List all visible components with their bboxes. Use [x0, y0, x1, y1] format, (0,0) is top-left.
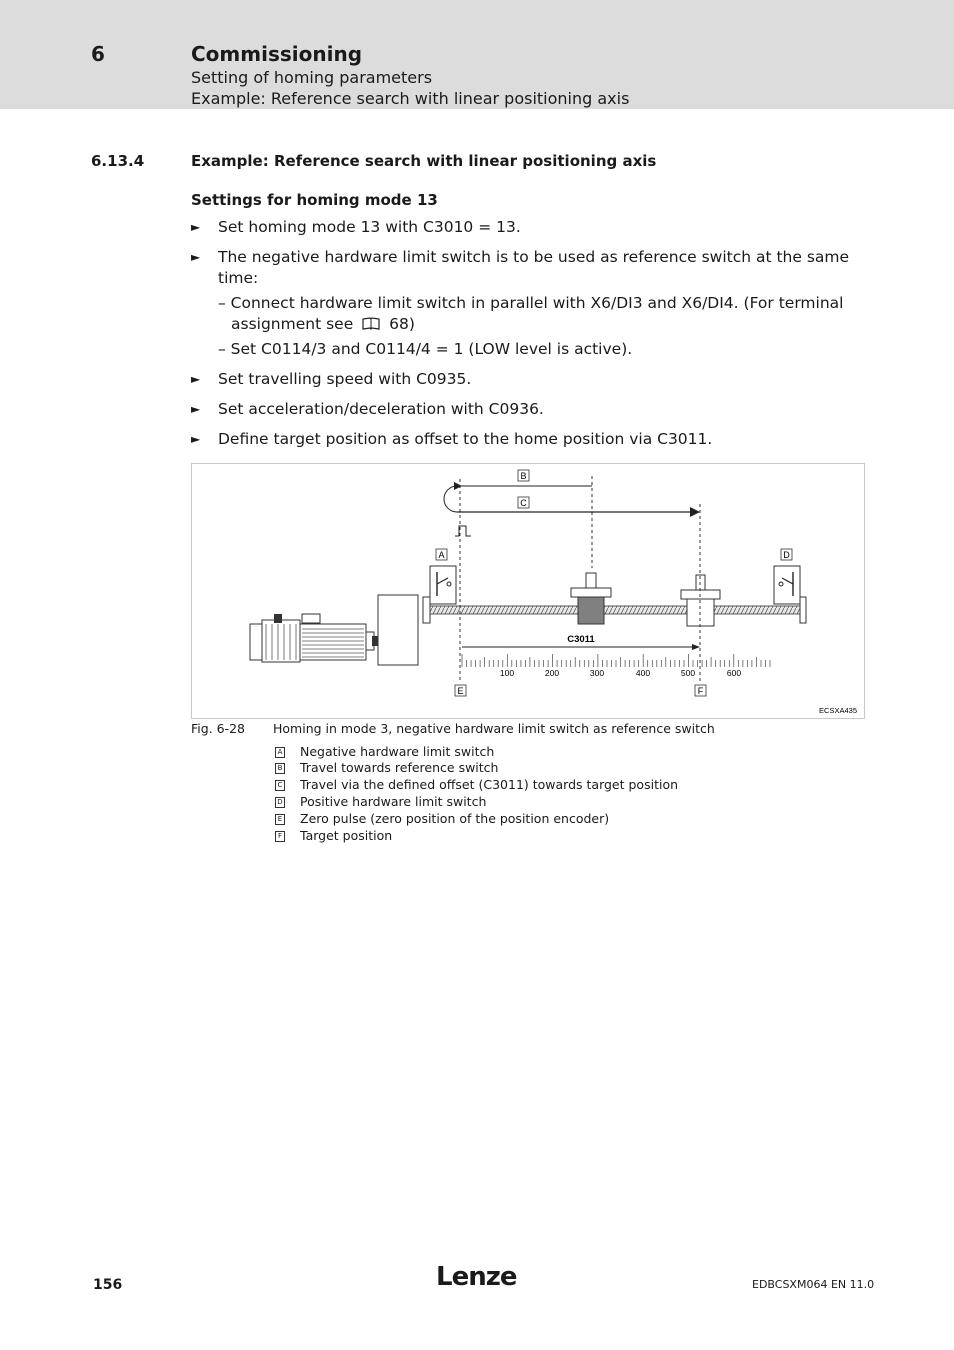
page-number: 156 — [93, 1277, 123, 1293]
bullet-text: Set homing mode 13 with C3010 = 13. — [218, 218, 521, 236]
legend-key: E — [275, 814, 285, 825]
label-a: A — [438, 550, 445, 560]
document-id: EDBCSXM064 EN 11.0 — [752, 1278, 875, 1291]
scale-label: 300 — [589, 668, 605, 678]
sub-item: – Connect hardware limit switch in parallel with X6/DI3 and X6/DI4. (For terminal — [218, 294, 844, 312]
scale-label: 600 — [726, 668, 742, 678]
coupling-block — [378, 595, 418, 665]
scale-label: 400 — [635, 668, 651, 678]
travel-c-arrow-icon — [690, 507, 700, 517]
page-reference[interactable]: 68) — [389, 315, 415, 333]
offset-arrow-icon — [692, 644, 700, 650]
section-title: Example: Reference search with linear positioning axis — [191, 152, 657, 170]
legend-key: C — [275, 780, 285, 791]
legend-key: F — [275, 831, 285, 842]
bullet-arrow-icon: ► — [191, 432, 201, 446]
right-bearing — [800, 597, 806, 623]
bullet-arrow-icon: ► — [191, 402, 201, 416]
sub-item-continuation — [231, 315, 415, 333]
label-f: F — [697, 686, 704, 696]
legend-key: B — [275, 763, 285, 774]
left-bearing — [423, 597, 430, 623]
bullet-text: Set acceleration/deceleration with C0936. — [218, 400, 544, 418]
bullet-text: time: — [218, 269, 259, 287]
homing-diagram-svg — [192, 464, 864, 718]
lenze-logo: Lenze — [436, 1262, 517, 1292]
legend-text: Zero pulse (zero position of the position encoder) — [300, 811, 610, 826]
label-d: D — [783, 550, 790, 560]
negative-limit-switch-icon — [430, 566, 456, 604]
offset-label: C3011 — [567, 634, 595, 645]
figure-caption: Homing in mode 3, negative hardware limit switch as reference switch — [273, 721, 715, 736]
carriage-start — [571, 573, 611, 624]
label-e: E — [457, 686, 464, 696]
reversal-arc — [444, 486, 457, 512]
bullet-arrow-icon: ► — [191, 250, 201, 264]
motor — [250, 614, 378, 662]
zero-pulse-icon — [455, 526, 471, 536]
bullet-text: The negative hardware limit switch is to be used as reference switch at the same — [218, 248, 850, 266]
legend-text: Negative hardware limit switch — [300, 744, 495, 759]
chapter-number: 6 — [91, 42, 105, 66]
scale-label: 200 — [544, 668, 560, 678]
image-code: ECSXA435 — [819, 706, 857, 715]
bullet-arrow-icon: ► — [191, 372, 201, 386]
travel-b-arrow-icon — [454, 482, 462, 490]
settings-subheading: Settings for homing mode 13 — [191, 191, 438, 209]
homing-diagram — [191, 463, 865, 719]
legend-key: D — [275, 797, 285, 808]
scale-label: 500 — [680, 668, 696, 678]
legend-text: Travel towards reference switch — [300, 760, 499, 775]
chapter-header — [0, 0, 954, 109]
positive-limit-switch-icon — [774, 566, 800, 604]
legend-text: Target position — [300, 828, 393, 843]
header-subtitle-2: Example: Reference search with linear positioning axis — [191, 89, 630, 108]
header-subtitle-1: Setting of homing parameters — [191, 68, 433, 87]
label-c: C — [520, 498, 527, 508]
chapter-title: Commissioning — [191, 42, 363, 66]
bullet-text: Define target position as offset to the home position via C3011. — [218, 430, 713, 448]
figure-label: Fig. 6-28 — [191, 721, 246, 736]
spindle — [430, 606, 800, 614]
legend-text: Travel via the defined offset (C3011) towards target position — [300, 777, 679, 792]
sub-item: – Set C0114/3 and C0114/4 = 1 (LOW level is active). — [218, 340, 633, 358]
book-icon — [361, 317, 381, 331]
bullet-text: Set travelling speed with C0935. — [218, 370, 472, 388]
sub-item-text: assignment see — [231, 315, 354, 333]
legend-key: A — [275, 747, 285, 758]
position-scale — [462, 654, 770, 667]
legend-text: Positive hardware limit switch — [300, 794, 487, 809]
label-b: B — [520, 471, 527, 481]
bullet-arrow-icon: ► — [191, 220, 201, 234]
section-number: 6.13.4 — [91, 152, 145, 170]
scale-label: 100 — [499, 668, 515, 678]
